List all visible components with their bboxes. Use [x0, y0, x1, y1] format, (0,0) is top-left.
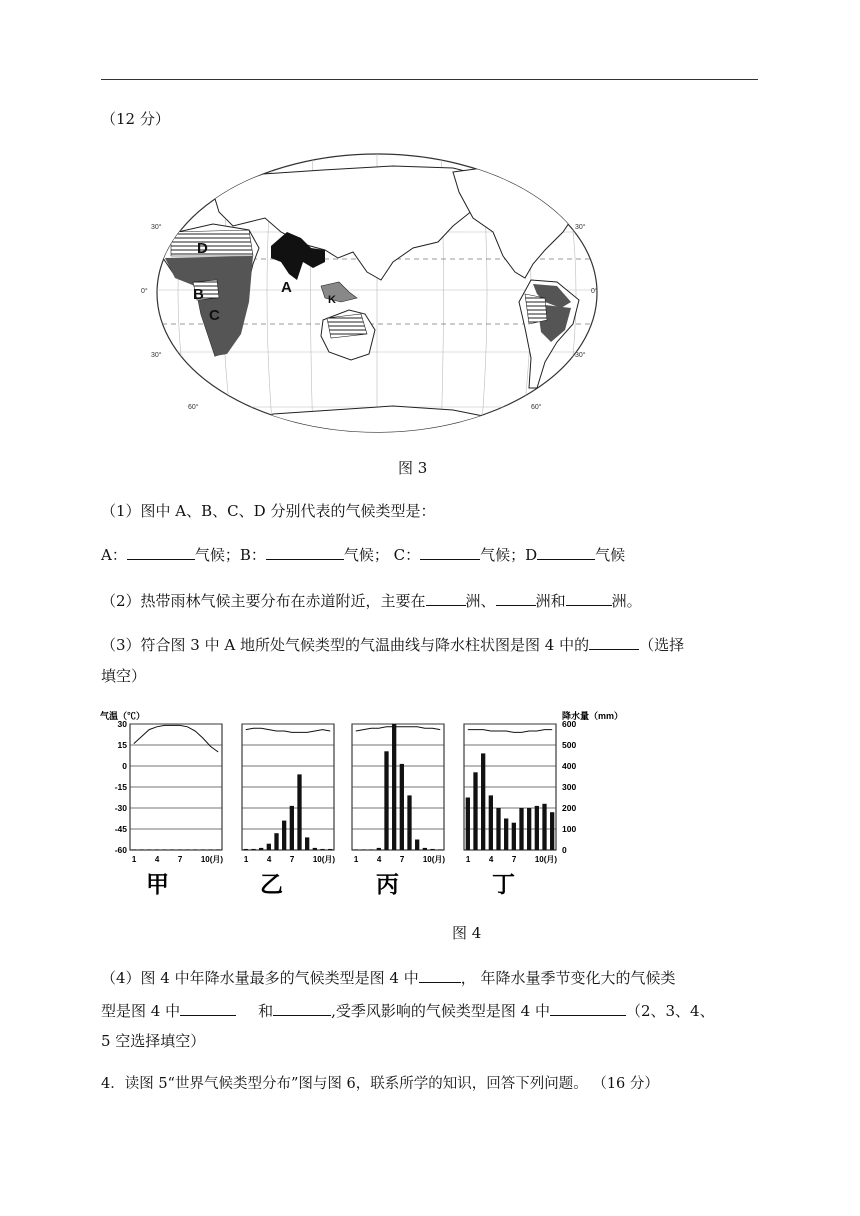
question-4-heading: 4．读图 5“世界气候类型分布”图与图 6，联系所学的知识，回答下列问题。 （16 分） — [101, 1076, 659, 1092]
lat-eq-left: 0° — [141, 288, 148, 295]
precip-bar-3-10 — [535, 806, 539, 850]
precip-bar-2-5 — [384, 751, 388, 850]
australia-hatch — [327, 314, 367, 338]
q4-l2b: 和 — [258, 1002, 274, 1020]
x-tick-2-1: 4 — [376, 855, 382, 864]
map-body — [153, 152, 601, 434]
precip-bar-1-2 — [251, 849, 255, 850]
q2-t2: 洲、 — [465, 592, 496, 610]
precip-tick-labels — [562, 719, 576, 855]
precip-tick-1: 500 — [562, 740, 577, 750]
blank-q2-1[interactable] — [426, 589, 466, 606]
panel-2 — [352, 724, 445, 897]
precip-bar-0-10 — [201, 849, 205, 850]
temp-tick-labels — [115, 719, 128, 855]
x-tick-3-2: 7 — [511, 855, 517, 864]
score-note: （12 分） — [101, 110, 170, 128]
precip-bar-2-1 — [354, 849, 358, 850]
q2-line — [101, 589, 642, 611]
temp-tick-2: 0 — [122, 761, 127, 771]
q4-line3: 5 空选择填空） — [101, 1032, 206, 1050]
precip-bar-3-6 — [504, 819, 508, 851]
precip-bar-1-10 — [313, 848, 317, 850]
precip-bar-3-1 — [466, 798, 470, 851]
temp-tick-5: -45 — [114, 824, 127, 834]
lat-s60-right: 60° — [531, 404, 542, 411]
precip-tick-3: 300 — [562, 782, 577, 792]
x-tick-1-1: 4 — [266, 855, 272, 864]
precip-bar-1-6 — [282, 821, 286, 850]
map-label-D: D — [197, 240, 208, 257]
x-tick-1-3: 10(月) — [312, 855, 336, 864]
precip-bar-0-1 — [132, 849, 136, 850]
blank-q4-3[interactable] — [273, 999, 331, 1016]
x-tick-0-3: 10(月) — [200, 855, 224, 864]
precip-bar-2-6 — [392, 724, 396, 850]
figure-4-caption: 图 4 — [452, 924, 482, 942]
q4-l2a: 型是图 4 中 — [101, 1002, 181, 1020]
lat-eq-right: 0° — [591, 288, 598, 295]
panel-1 — [242, 724, 335, 897]
x-tick-2-0: 1 — [353, 855, 359, 864]
q1-c-label: 气候； C： — [343, 546, 421, 564]
x-tick-3-0: 1 — [465, 855, 471, 864]
precip-bar-3-4 — [489, 795, 493, 850]
q1-b-label: 气候；B： — [194, 546, 266, 564]
lat-s30-right: 30° — [575, 352, 586, 359]
precip-bar-2-9 — [415, 840, 419, 851]
q1-answer-line — [101, 543, 625, 565]
precip-bar-3-11 — [542, 804, 546, 850]
lat-s60-left: 60° — [188, 404, 199, 411]
precip-bar-0-8 — [185, 849, 189, 850]
precip-bar-2-8 — [407, 795, 411, 850]
precip-bar-1-12 — [328, 849, 332, 850]
x-tick-1-0: 1 — [243, 855, 249, 864]
chart-panels — [130, 724, 557, 897]
precip-tick-2: 400 — [562, 761, 577, 771]
precip-bar-3-5 — [496, 808, 500, 850]
precip-bar-2-11 — [430, 849, 434, 850]
x-tick-1-2: 7 — [289, 855, 295, 864]
header-rule — [101, 79, 758, 80]
temp-tick-3: -15 — [114, 782, 127, 792]
figure-3-caption: 图 3 — [398, 459, 428, 477]
precip-bar-0-6 — [170, 849, 174, 850]
q1-a-label: A： — [101, 546, 127, 564]
map-label-K: K — [328, 294, 336, 306]
blank-q4-2[interactable] — [180, 999, 236, 1016]
south-america-hatch — [525, 294, 547, 324]
lat-s30-left: 30° — [151, 352, 162, 359]
panel-name-3: 丁 — [492, 871, 515, 897]
q3-line1 — [101, 633, 684, 655]
precip-bar-0-3 — [147, 849, 151, 850]
x-tick-2-2: 7 — [399, 855, 405, 864]
blank-c[interactable] — [420, 543, 480, 560]
x-tick-3-1: 4 — [488, 855, 494, 864]
precip-bar-0-12 — [216, 849, 220, 850]
x-tick-0-2: 7 — [177, 855, 183, 864]
q3-text: （3）符合图 3 中 A 地所处气候类型的气温曲线与降水柱状图是图 4 中的 — [101, 636, 590, 654]
blank-d[interactable] — [537, 543, 595, 560]
precip-bar-2-10 — [423, 848, 427, 850]
temp-tick-0: 30 — [117, 719, 127, 729]
precip-tick-0: 600 — [562, 719, 577, 729]
precip-tick-5: 100 — [562, 824, 577, 834]
precip-bar-1-1 — [244, 849, 248, 850]
blank-q2-2[interactable] — [496, 589, 536, 606]
blank-q4-1[interactable] — [419, 966, 461, 983]
q4-l2c: ,受季风影响的气候类型是图 4 中 — [331, 1002, 550, 1020]
precip-bar-2-12 — [438, 849, 442, 850]
blank-b[interactable] — [266, 543, 344, 560]
precip-bar-0-7 — [178, 849, 182, 850]
precip-bar-3-8 — [519, 808, 523, 850]
precip-bar-1-11 — [320, 849, 324, 850]
precip-bar-1-5 — [274, 833, 278, 850]
climate-charts — [100, 706, 630, 902]
precip-bar-0-11 — [208, 849, 212, 850]
panel-3 — [464, 724, 557, 897]
precip-bar-0-2 — [139, 849, 143, 850]
q3-line2: 填空） — [101, 667, 147, 685]
q2-t3: 洲和 — [535, 592, 566, 610]
precip-tick-6: 0 — [562, 845, 567, 855]
precip-bar-3-2 — [473, 772, 477, 850]
lat-n30-left: 30° — [151, 224, 162, 231]
precip-bar-0-9 — [193, 849, 197, 850]
lat-n30-right: 30° — [575, 224, 586, 231]
temp-tick-6: -60 — [114, 845, 127, 855]
blank-q3[interactable] — [589, 633, 639, 650]
precip-bar-2-4 — [377, 848, 381, 850]
x-tick-0-0: 1 — [131, 855, 137, 864]
temp-tick-1: 15 — [117, 740, 127, 750]
precip-bar-2-2 — [361, 849, 365, 850]
q4-line2 — [101, 999, 715, 1021]
map-label-B: B — [193, 286, 204, 303]
precip-tick-4: 200 — [562, 803, 577, 813]
precip-bar-1-8 — [297, 774, 301, 850]
precip-bar-3-3 — [481, 753, 485, 850]
blank-q4-4[interactable] — [550, 999, 626, 1016]
q4-line1 — [101, 966, 676, 988]
precip-bar-0-5 — [162, 849, 166, 850]
precip-bar-1-7 — [290, 806, 294, 850]
precip-bar-3-12 — [550, 812, 554, 850]
x-tick-0-1: 4 — [154, 855, 160, 864]
map-label-A: A — [281, 279, 292, 296]
blank-a[interactable] — [127, 543, 195, 560]
q1-end-label: 气候 — [595, 546, 626, 564]
panel-0 — [130, 724, 223, 897]
panel-name-0: 甲 — [146, 871, 169, 897]
temp-tick-4: -30 — [114, 803, 127, 813]
precip-bar-1-4 — [267, 844, 271, 850]
precip-bar-2-7 — [400, 764, 404, 850]
panel-name-1: 乙 — [260, 871, 283, 897]
q2-t4: 洲。 — [611, 592, 642, 610]
precip-bar-3-7 — [512, 823, 516, 850]
q1-d-label: 气候；D — [480, 546, 538, 564]
x-tick-3-3: 10(月) — [534, 855, 558, 864]
x-tick-2-3: 10(月) — [422, 855, 446, 864]
temp-axis-label: 气温（℃） — [100, 711, 146, 721]
q4-l1a: （4）图 4 中年降水量最多的气候类型是图 4 中 — [101, 969, 419, 987]
q1-stem: （1）图中 A、B、C、D 分别代表的气候类型是： — [101, 502, 436, 520]
precip-bar-3-9 — [527, 808, 531, 850]
q4-l1b: ， 年降水量季节变化大的气候类 — [460, 969, 676, 987]
precip-bar-2-3 — [369, 849, 373, 850]
q3-end: （选择 — [639, 636, 685, 654]
q4-l2d: （2、3、4、 — [625, 1002, 715, 1020]
map-label-C: C — [209, 307, 220, 324]
world-climate-map — [141, 152, 601, 434]
precip-bar-1-3 — [259, 848, 263, 850]
africa-desert-D — [171, 230, 253, 256]
blank-q2-3[interactable] — [566, 589, 612, 606]
panel-name-2: 丙 — [376, 871, 399, 897]
precip-bar-0-4 — [155, 849, 159, 850]
q2-text: （2）热带雨林气候主要分布在赤道附近，主要在 — [101, 592, 426, 610]
precip-axis-label: 降水量（mm） — [562, 711, 624, 721]
precip-bar-1-9 — [305, 837, 309, 850]
